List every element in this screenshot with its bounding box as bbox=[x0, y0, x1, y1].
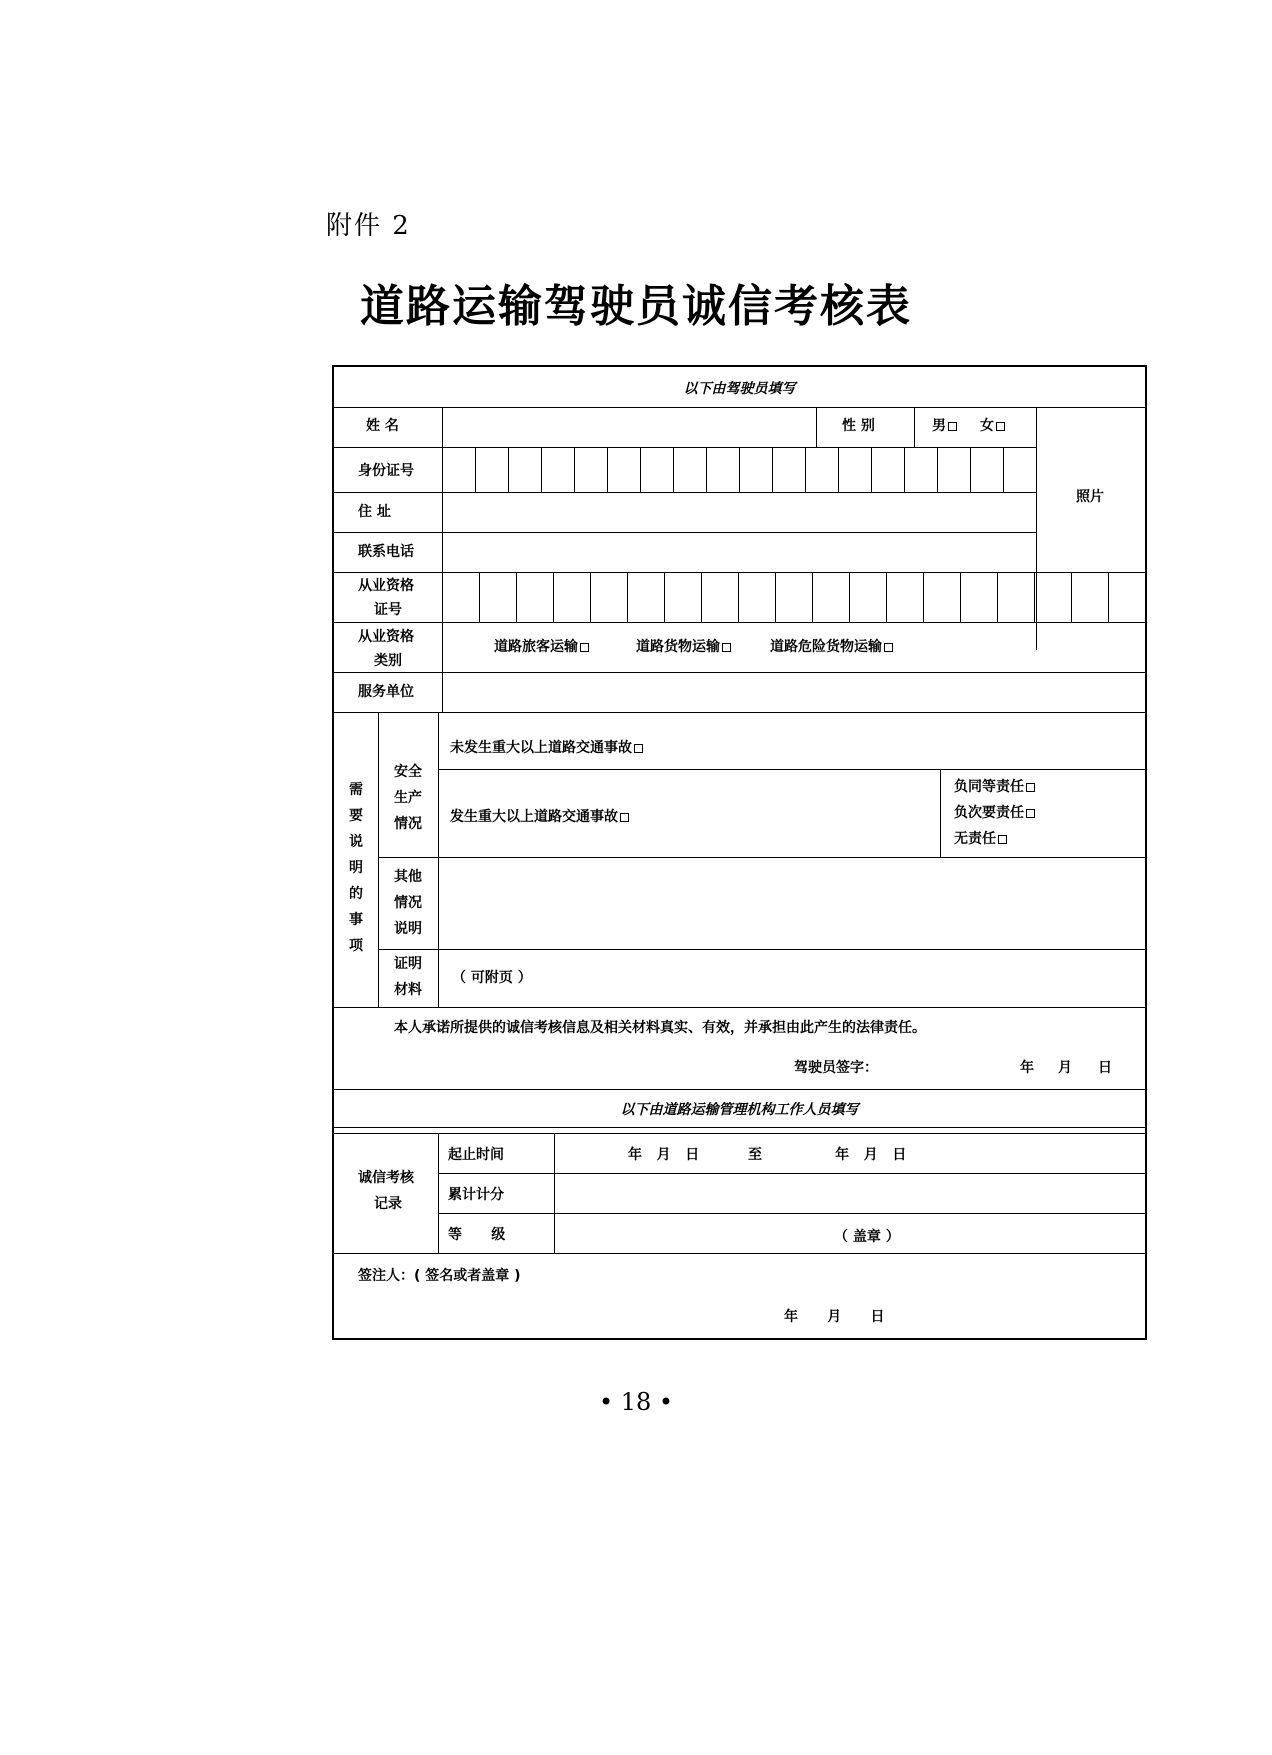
digit-cell[interactable] bbox=[701, 572, 738, 622]
driver-section-heading: 以下由驾驶员填写 bbox=[683, 381, 796, 397]
hazardous-checkbox[interactable] bbox=[884, 643, 893, 652]
gender-male-option[interactable]: 男 bbox=[932, 419, 957, 433]
qual-type-freight[interactable]: 道路货物运输 bbox=[636, 640, 731, 654]
record-label-1: 诚信考核 bbox=[358, 1170, 414, 1186]
digit-cell[interactable] bbox=[1034, 572, 1071, 622]
resp-secondary-checkbox[interactable] bbox=[1026, 809, 1035, 818]
digit-cell[interactable] bbox=[607, 447, 640, 492]
proof-label-1: 证明 bbox=[394, 956, 422, 972]
digit-cell[interactable] bbox=[886, 572, 923, 622]
id-number-label: 身份证号 bbox=[358, 463, 414, 479]
name-label: 姓 名 bbox=[366, 418, 399, 434]
freight-checkbox[interactable] bbox=[722, 643, 731, 652]
digit-cell[interactable] bbox=[479, 572, 516, 622]
digit-cell[interactable] bbox=[838, 447, 871, 492]
proof-label-2: 材料 bbox=[394, 982, 422, 998]
service-unit-label: 服务单位 bbox=[358, 684, 414, 700]
digit-cell[interactable] bbox=[627, 572, 664, 622]
female-checkbox[interactable] bbox=[996, 422, 1005, 431]
record-label-2: 记录 bbox=[374, 1196, 402, 1212]
photo-label: 照片 bbox=[1076, 489, 1104, 505]
resp-equal-checkbox[interactable] bbox=[1026, 783, 1035, 792]
other-field[interactable] bbox=[440, 859, 1144, 947]
items-label: 需 要 说 明 的 事 项 bbox=[349, 782, 363, 954]
resp-equal[interactable]: 负同等责任 bbox=[954, 780, 1035, 794]
phone-field[interactable] bbox=[444, 534, 1034, 570]
digit-cell[interactable] bbox=[739, 447, 772, 492]
digit-cell[interactable] bbox=[970, 447, 1003, 492]
digit-cell[interactable] bbox=[706, 447, 739, 492]
sign-month: 月 bbox=[1058, 1060, 1072, 1076]
passenger-checkbox[interactable] bbox=[580, 643, 589, 652]
qual-type-label-2: 类别 bbox=[374, 653, 402, 669]
phone-label: 联系电话 bbox=[358, 544, 414, 560]
digit-cell[interactable] bbox=[442, 447, 475, 492]
period-value[interactable]: 年 月 日 至 年 月 日 bbox=[628, 1147, 907, 1163]
digit-cell[interactable] bbox=[516, 572, 553, 622]
digit-cell[interactable] bbox=[553, 572, 590, 622]
digit-cell[interactable] bbox=[442, 572, 479, 622]
promise-text: 本人承诺所提供的诚信考核信息及相关材料真实、有效，并承担由此产生的法律责任。 bbox=[394, 1020, 926, 1036]
resp-none-checkbox[interactable] bbox=[998, 835, 1007, 844]
digit-cell[interactable] bbox=[937, 447, 970, 492]
digit-cell[interactable] bbox=[775, 572, 812, 622]
driver-sign-label: 驾驶员签字： bbox=[794, 1060, 878, 1076]
sign-year: 年 bbox=[1020, 1060, 1034, 1076]
digit-cell[interactable] bbox=[475, 447, 508, 492]
qual-cert-grid[interactable] bbox=[442, 572, 1145, 622]
digit-cell[interactable] bbox=[664, 572, 701, 622]
resp-none[interactable]: 无责任 bbox=[954, 832, 1007, 846]
address-field[interactable] bbox=[444, 494, 1034, 530]
attachment-label: 附件 2 bbox=[326, 211, 411, 241]
page-number: • 18 • bbox=[598, 1388, 674, 1416]
digit-cell[interactable] bbox=[871, 447, 904, 492]
digit-cell[interactable] bbox=[590, 572, 627, 622]
form-title: 道路运输驾驶员诚信考核表 bbox=[360, 281, 912, 332]
digit-cell[interactable] bbox=[574, 447, 607, 492]
qual-cert-label-1: 从业资格 bbox=[358, 578, 414, 594]
address-label: 住 址 bbox=[358, 504, 391, 520]
digit-cell[interactable] bbox=[812, 572, 849, 622]
male-checkbox[interactable] bbox=[948, 422, 957, 431]
digit-cell[interactable] bbox=[997, 572, 1034, 622]
qual-type-passenger[interactable]: 道路旅客运输 bbox=[494, 640, 589, 654]
digit-cell[interactable] bbox=[673, 447, 706, 492]
digit-cell[interactable] bbox=[904, 447, 937, 492]
id-number-grid[interactable] bbox=[442, 447, 1036, 492]
gender-female-option[interactable]: 女 bbox=[980, 419, 1005, 433]
points-field[interactable] bbox=[556, 1175, 1144, 1213]
digit-cell[interactable] bbox=[541, 447, 574, 492]
integrity-form bbox=[332, 365, 1147, 1340]
driver-sign-field[interactable] bbox=[894, 1055, 1014, 1081]
sign-day: 日 bbox=[1098, 1060, 1112, 1076]
digit-cell[interactable] bbox=[923, 572, 960, 622]
qual-cert-label-2: 证号 bbox=[374, 602, 402, 618]
points-label: 累计计分 bbox=[448, 1187, 504, 1203]
qual-type-label-1: 从业资格 bbox=[358, 629, 414, 645]
qual-type-hazardous[interactable]: 道路危险货物运输 bbox=[770, 640, 893, 654]
agency-section-heading: 以下由道路运输管理机构工作人员填写 bbox=[620, 1102, 859, 1118]
gender-label: 性 别 bbox=[842, 418, 875, 434]
signer-label[interactable]: 签注人：( 签名或者盖章 ) bbox=[358, 1268, 521, 1284]
digit-cell[interactable] bbox=[849, 572, 886, 622]
no-accident-checkbox[interactable] bbox=[634, 744, 643, 753]
digit-cell[interactable] bbox=[1108, 572, 1145, 622]
resp-secondary[interactable]: 负次要责任 bbox=[954, 806, 1035, 820]
agency-date: 年 月 日 bbox=[784, 1309, 885, 1325]
digit-cell[interactable] bbox=[738, 572, 775, 622]
digit-cell[interactable] bbox=[640, 447, 673, 492]
proof-value[interactable]: （ 可附页 ） bbox=[452, 970, 532, 986]
name-field[interactable] bbox=[444, 409, 814, 445]
safety-label: 安全生产情况 bbox=[394, 764, 422, 832]
digit-cell[interactable] bbox=[1003, 447, 1036, 492]
period-label: 起止时间 bbox=[448, 1147, 504, 1163]
digit-cell[interactable] bbox=[1071, 572, 1108, 622]
other-label: 其他情况说明 bbox=[394, 869, 422, 937]
grade-label: 等 级 bbox=[448, 1227, 506, 1243]
digit-cell[interactable] bbox=[508, 447, 541, 492]
digit-cell[interactable] bbox=[772, 447, 805, 492]
digit-cell[interactable] bbox=[960, 572, 997, 622]
service-unit-field[interactable] bbox=[444, 674, 1144, 710]
no-accident-option[interactable]: 未发生重大以上道路交通事故 bbox=[450, 741, 643, 755]
digit-cell[interactable] bbox=[805, 447, 838, 492]
accident-checkbox[interactable] bbox=[620, 813, 629, 822]
accident-option[interactable]: 发生重大以上道路交通事故 bbox=[450, 810, 629, 824]
seal-text[interactable]: （ 盖章 ） bbox=[834, 1229, 900, 1245]
